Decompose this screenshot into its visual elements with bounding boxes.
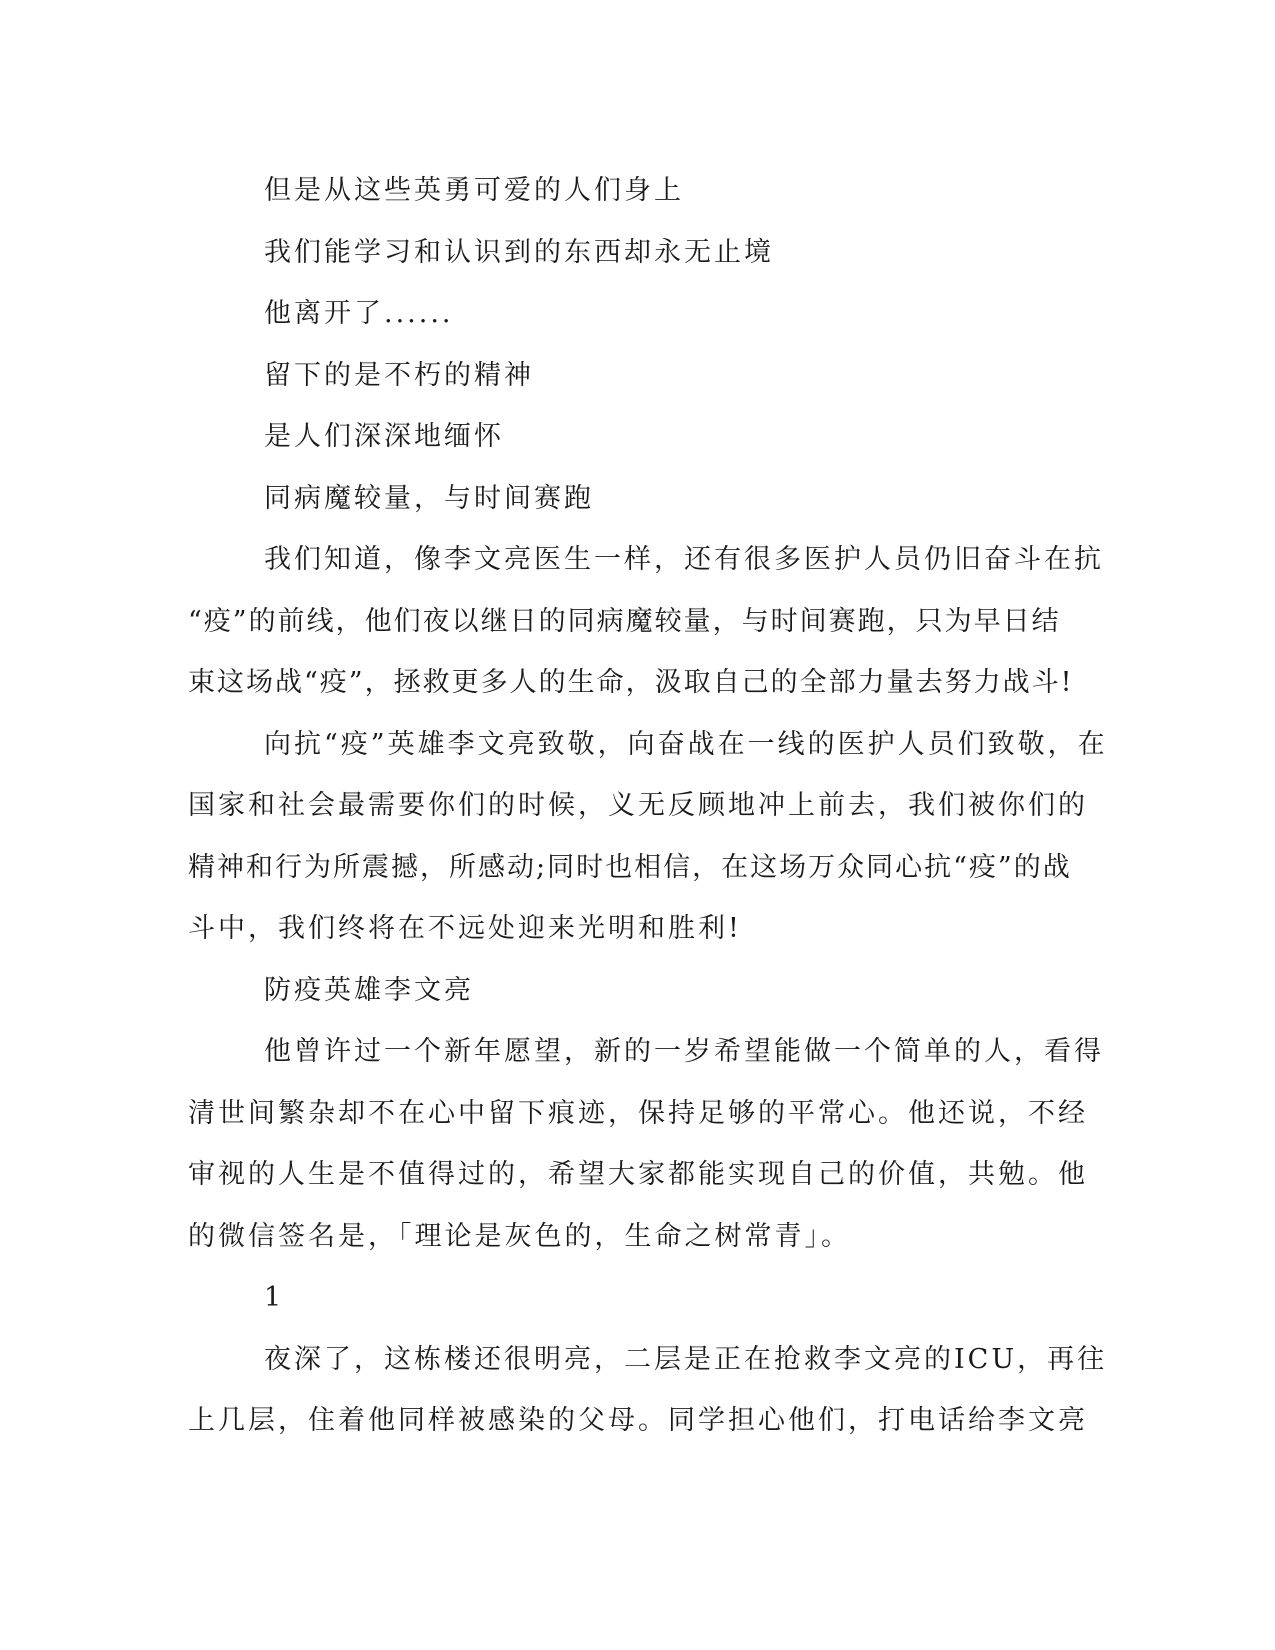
- paragraph-line: 我们知道，像李文亮医生一样，还有很多医护人员仍旧奋斗在抗: [264, 544, 1104, 575]
- paragraph-line: 束这场战“疫”，拯救更多人的生命，汲取自己的全部力量去努力战斗!: [188, 667, 1074, 698]
- paragraph-line: 的微信签名是，「理论是灰色的，生命之树常青」。: [188, 1220, 851, 1252]
- text-line: 但是从这些英勇可爱的人们身上: [264, 175, 684, 206]
- text-line: 同病魔较量，与时间赛跑: [264, 482, 594, 514]
- paragraph-line: 国家和社会最需要你们的时候，义无反顾地冲上前去，我们被你们的: [188, 790, 1088, 821]
- paragraph-line: 夜深了，这栋楼还很明亮，二层是正在抢救李文亮的ICU，再往: [264, 1343, 1108, 1375]
- section-number: 1: [264, 1282, 285, 1313]
- paragraph-line: 上几层，住着他同样被感染的父母。同学担心他们，打电话给李文亮: [188, 1405, 1088, 1436]
- paragraph-line: 清世间繁杂却不在心中留下痕迹，保持足够的平常心。他还说，不经: [188, 1097, 1088, 1129]
- paragraph-line: 斗中，我们终将在不远处迎来光明和胜利!: [188, 913, 742, 944]
- text-line: 他离开了......: [264, 298, 454, 329]
- paragraph-line: 精神和行为所震撼，所感动;同时也相信，在这场万众同心抗“疫”的战: [188, 851, 1072, 883]
- section-heading: 防疫英雄李文亮: [264, 974, 474, 1006]
- paragraph-line: “疫”的前线，他们夜以继日的同病魔较量，与时间赛跑，只为早日结: [188, 605, 1061, 637]
- paragraph-line: 向抗“疫”英雄李文亮致敬，向奋战在一线的医护人员们致敬，在: [264, 728, 1108, 760]
- text-line: 留下的是不朽的精神: [264, 359, 534, 391]
- document-body: [188, 160, 1108, 1452]
- paragraph-line: 审视的人生是不值得过的，希望大家都能实现自己的价值，共勉。他: [188, 1159, 1088, 1190]
- text-line: 我们能学习和认识到的东西却永无止境: [264, 236, 774, 268]
- paragraph-line: 他曾许过一个新年愿望，新的一岁希望能做一个简单的人，看得: [264, 1036, 1104, 1067]
- text-line: 是人们深深地缅怀: [264, 421, 504, 452]
